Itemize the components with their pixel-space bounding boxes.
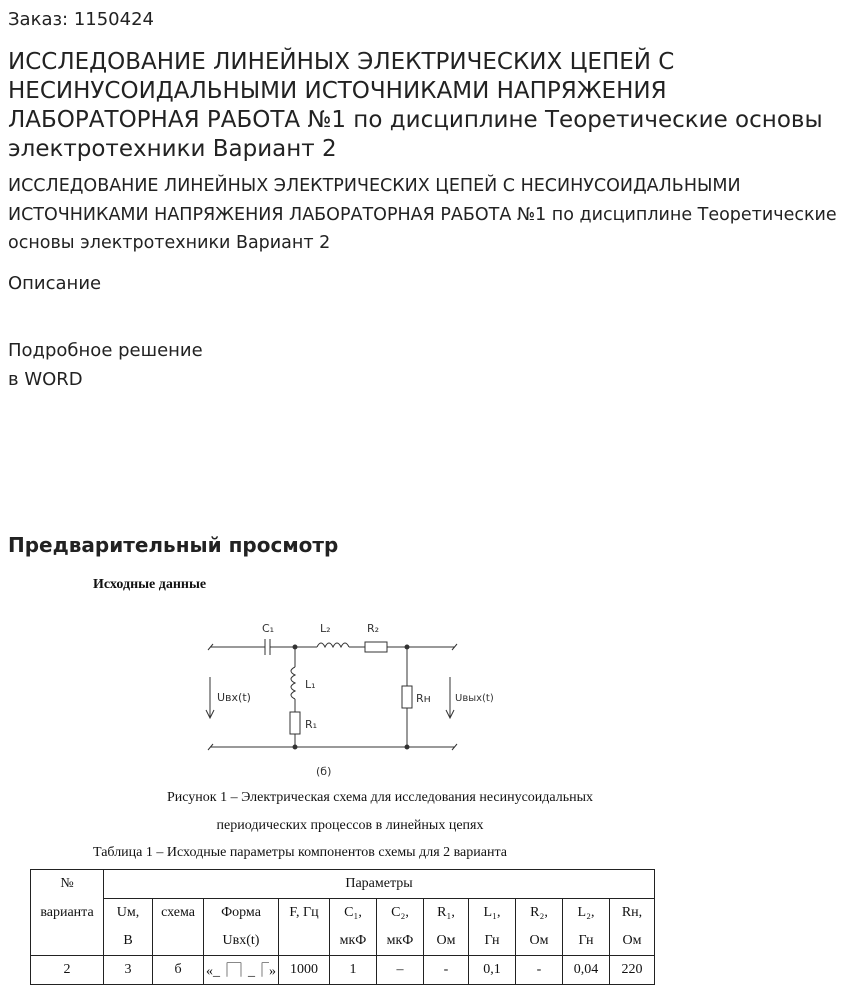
node-bottom-left	[293, 745, 297, 749]
header-rn-unit: Ом	[610, 927, 655, 956]
header-r2-unit: Ом	[516, 927, 563, 956]
label-l1: L₁	[305, 678, 316, 691]
label-rn: Rн	[416, 692, 431, 705]
source-data-heading: Исходные данные	[93, 577, 207, 592]
resistor-rn	[402, 686, 412, 708]
header-c2-unit: мкФ	[377, 927, 424, 956]
inductor-l2	[317, 643, 349, 647]
label-uin: Uвх(t)	[217, 691, 251, 704]
header-um-top: Uм,	[104, 899, 153, 928]
header-c2-top: C₂,	[377, 899, 424, 928]
description-text	[8, 336, 203, 394]
header-c1-top: C₁,	[330, 899, 377, 928]
resistor-r1	[290, 712, 300, 734]
order-number: Заказ: 1150424	[8, 9, 154, 30]
description-line-2: в WORD	[8, 369, 83, 390]
label-l2: L₂	[320, 622, 331, 635]
header-l1-unit: Гн	[469, 927, 516, 956]
header-scheme-unit	[153, 927, 204, 956]
figure-caption-line-1: Рисунок 1 – Электрическая схема для исследования несинусоидальных	[166, 790, 594, 805]
cell-c2: –	[377, 956, 424, 985]
header-params: Параметры	[104, 870, 655, 899]
label-r1: R₁	[305, 718, 318, 731]
cell-um: 3	[104, 956, 153, 985]
table-caption: Таблица 1 – Исходные параметры компонентов схемы для 2 варианта	[93, 845, 507, 860]
label-uout: Uвых(t)	[455, 693, 494, 704]
table-header-row-2	[31, 899, 655, 928]
label-c1: C₁	[262, 622, 275, 635]
header-c1-unit: мкФ	[330, 927, 377, 956]
label-r2: R₂	[367, 622, 380, 635]
parameters-table	[30, 869, 655, 985]
header-form-unit: Uвх(t)	[204, 927, 279, 956]
cell-l2: 0,04	[563, 956, 610, 985]
header-l2-unit: Гн	[563, 927, 610, 956]
node-bottom-right	[405, 745, 409, 749]
table-row	[31, 956, 655, 985]
header-r2-top: R₂,	[516, 899, 563, 928]
header-r1-unit: Ом	[424, 927, 469, 956]
inductor-l1	[291, 667, 295, 699]
header-no-bottom: варианта	[31, 899, 104, 928]
header-form-top: Форма	[204, 899, 279, 928]
label-scheme: (б)	[316, 765, 332, 778]
cell-f: 1000	[279, 956, 330, 985]
header-f-unit	[279, 927, 330, 956]
cell-l1: 0,1	[469, 956, 516, 985]
cell-rn: 220	[610, 956, 655, 985]
circuit-diagram	[200, 612, 494, 782]
header-no-top: №	[31, 870, 104, 899]
header-l2-top: L₂,	[563, 899, 610, 928]
cell-r2: -	[516, 956, 563, 985]
cell-r1: -	[424, 956, 469, 985]
header-r1-top: R₁,	[424, 899, 469, 928]
header-f-top: F, Гц	[279, 899, 330, 928]
description-heading: Описание	[8, 273, 102, 294]
table-header-row-3	[31, 927, 655, 956]
header-l1-top: L₁,	[469, 899, 516, 928]
header-um-unit: В	[104, 927, 153, 956]
figure-caption-line-2: периодических процессов в линейных цепях	[216, 818, 484, 833]
cell-scheme: б	[153, 956, 204, 985]
page-title: ИССЛЕДОВАНИЕ ЛИНЕЙНЫХ ЭЛЕКТРИЧЕСКИХ ЦЕПЕЙ С НЕСИНУСОИДАЛЬНЫМИ ИСТОЧНИКАМИ НАПРЯЖЕНИЯ ЛАБОРАТОРНАЯ РАБОТА №1 по дисциплине Теоретические основы электротехники Вариант 2	[8, 49, 823, 162]
cell-form: «_⎾⏋_⎾»	[204, 956, 279, 985]
header-rn-top: Rн,	[610, 899, 655, 928]
cell-c1: 1	[330, 956, 377, 985]
preview-heading: Предварительный просмотр	[8, 533, 339, 557]
header-scheme-top: схема	[153, 899, 204, 928]
description-line-1: Подробное решение	[8, 340, 203, 361]
resistor-r2	[365, 642, 387, 652]
page-subtitle: ИССЛЕДОВАНИЕ ЛИНЕЙНЫХ ЭЛЕКТРИЧЕСКИХ ЦЕПЕЙ С НЕСИНУСОИДАЛЬНЫМИ ИСТОЧНИКАМИ НАПРЯЖЕНИЯ ЛАБОРАТОРНАЯ РАБОТА №1 по дисциплине Теоретические основы электротехники Вариант 2	[8, 176, 837, 253]
cell-variant: 2	[31, 956, 104, 985]
table-header-row-1	[31, 870, 655, 899]
header-no-spacer	[31, 927, 104, 956]
